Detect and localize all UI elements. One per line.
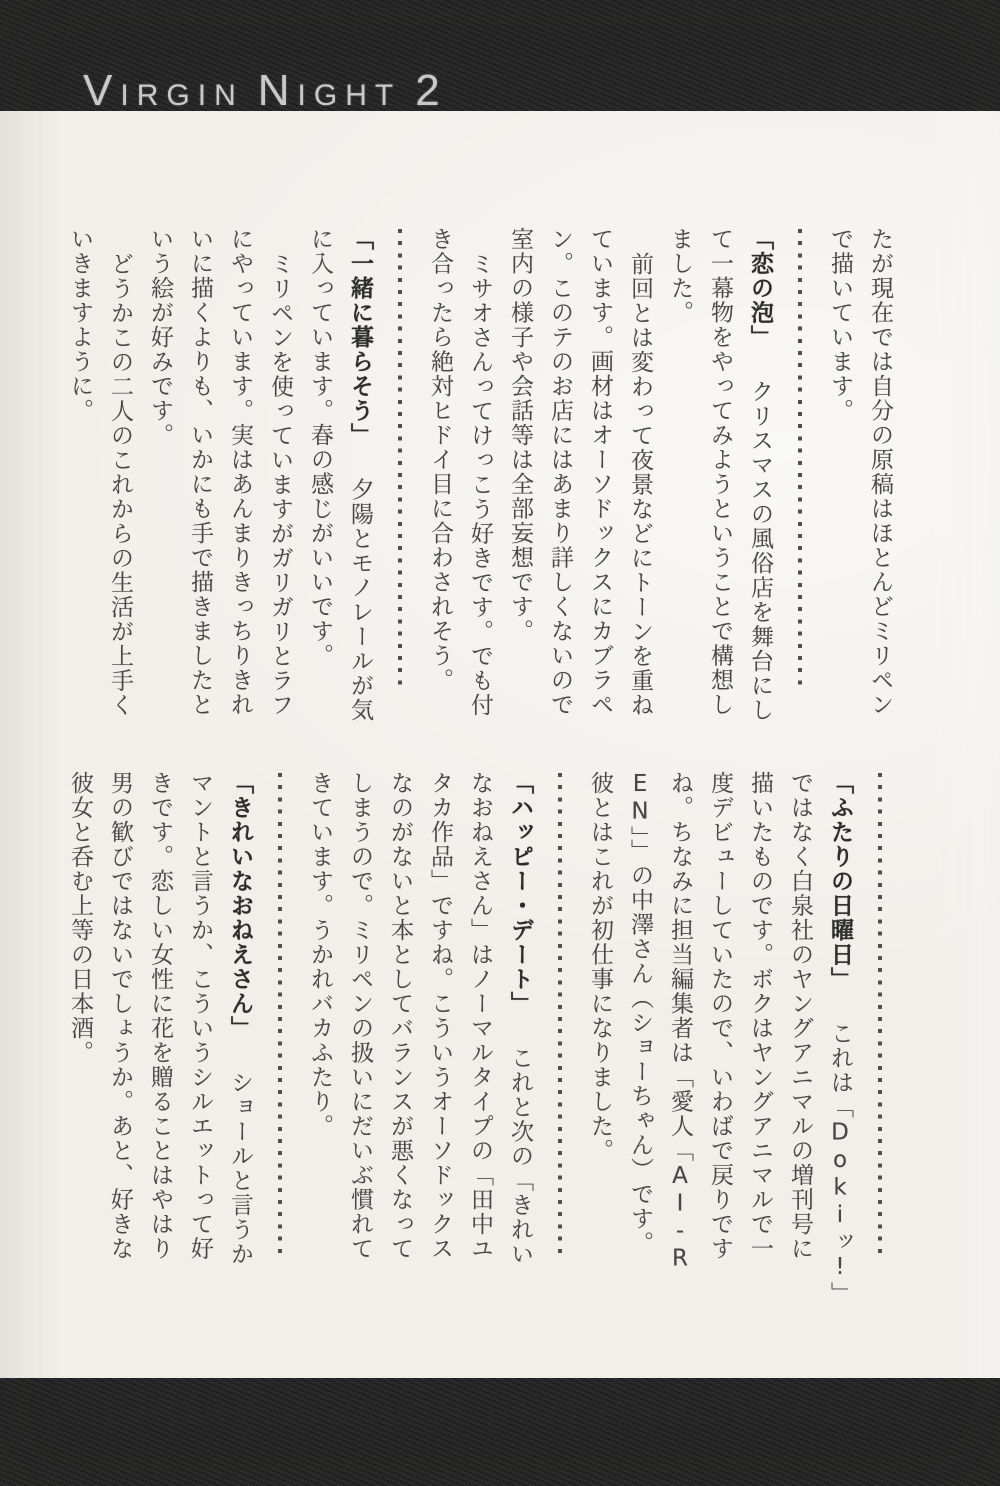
title-letter: G [313, 79, 346, 112]
dotted-divider [780, 227, 820, 767]
title-letter: R [136, 79, 167, 112]
title-letter: T [374, 79, 402, 112]
text-column: タカ作品」ですね。こういうオーソドックス [427, 771, 453, 1261]
text-column: きています。うかれバカふたり。 [307, 771, 333, 1139]
section-column: 「一緒に暮らそう」夕陽とモノレールが気 [347, 227, 373, 723]
section-column: 「ハッピー・デート」これと次の「きれい [507, 771, 533, 1267]
text-column: 前回とは変わって夜景などにトーンを重ね [627, 252, 653, 718]
text-column: たが現在では自分の原稿はほとんどミリペン [867, 227, 893, 717]
title-letter: H [345, 79, 375, 112]
section-column: 「ふたりの日曜日」これは「Dokiッ!」 [827, 771, 853, 1306]
footer-band [0, 1378, 1000, 1486]
text-column: 彼女と呑む上等の日本酒。 [67, 771, 93, 1065]
title-letter: I [120, 79, 137, 112]
text-column: ミサオさんってけっこう好きです。でも付 [467, 252, 493, 718]
text-column: 男の歓びではないでしょうか。あと、好きな [107, 771, 133, 1261]
title-letter: N [257, 66, 298, 115]
section-title: 「きれいなおねえさん」 [227, 771, 253, 1041]
text-column: で描いています。 [827, 227, 853, 423]
title-letter: V [83, 66, 121, 115]
text-column: マントと言うか、こういうシルエットって好 [187, 771, 213, 1261]
text-column: いに描くよりも、いかにも手で描きましたと [187, 227, 213, 717]
title-letter: I [197, 79, 215, 112]
section-title: 「一緒に暮らそう」 [347, 227, 373, 448]
section-title: 「恋の泡」 [747, 227, 773, 350]
text-column: ミリペンを使っていますがガリガリとラフ [267, 252, 293, 718]
title-letter: N [214, 79, 244, 112]
dotted-divider [860, 771, 900, 1311]
section-title: 「ハッピー・デート」 [507, 771, 533, 1016]
text-column: て一幕物をやってみようということで構想し [707, 227, 733, 717]
dotted-divider [540, 771, 580, 1311]
text-column: なおねえさん」はノーマルタイプの「田中ユ [467, 771, 493, 1261]
text-column: しまうので。ミリペンの扱いにだいぶ慣れて [347, 771, 373, 1261]
text-column: にやっています。実はあんまりきっちりきれ [227, 227, 253, 717]
text-column: ン。このテのお店にはあまり詳しくないので [547, 227, 573, 717]
text-column: ではなく白泉社のヤングアニマルの増刊号に [787, 771, 813, 1261]
text-column: ました。 [667, 227, 693, 325]
text-column: き合ったら絶対ヒドイ目に合わされそう。 [427, 227, 453, 693]
title-letter: I [297, 79, 314, 112]
text-column: ています。画材はオーソドックスにカブラペ [587, 227, 613, 717]
text-column: いきますように。 [67, 227, 93, 423]
text-column: 度デビューしていたので、いわばで戻りです [707, 771, 733, 1261]
text-column: いう絵が好みです。 [147, 227, 173, 448]
title-letter: G [166, 79, 198, 112]
section-column: 「恋の泡」クリスマスの風俗店を舞台にし [747, 227, 773, 723]
text-column: どうかこの二人のこれからの生活が上手く [107, 252, 133, 718]
page-title [83, 66, 448, 116]
text-column: 彼とはこれが初仕事になりました。 [587, 771, 613, 1163]
text-column: きです。恋しい女性に花を贈ることはやはり [147, 771, 173, 1261]
dotted-divider [260, 771, 300, 1311]
text-column: ね。ちなみに担当編集者は「愛人「AI-R [667, 771, 693, 1273]
afterword-notes-top [60, 227, 900, 767]
text-column: 室内の様子や会話等は全部妄想です。 [507, 227, 533, 644]
text-column: 描いたものです。ボクはヤングアニマルで一 [747, 771, 773, 1261]
section-column: 「きれいなおねえさん」ショールと言うか [227, 771, 253, 1267]
afterword-notes-bottom [60, 771, 900, 1311]
text-column: なのがないと本としてバランスが悪くなって [387, 771, 413, 1261]
text-column: に入っています。春の感じがいいです。 [307, 227, 333, 668]
section-title: 「ふたりの日曜日」 [827, 771, 853, 992]
dotted-divider [380, 227, 420, 767]
text-column: EN」」の中澤さん（ショーちゃん）です。 [627, 771, 653, 1256]
title-letter: 2 [415, 66, 448, 115]
header-band [0, 0, 1000, 115]
